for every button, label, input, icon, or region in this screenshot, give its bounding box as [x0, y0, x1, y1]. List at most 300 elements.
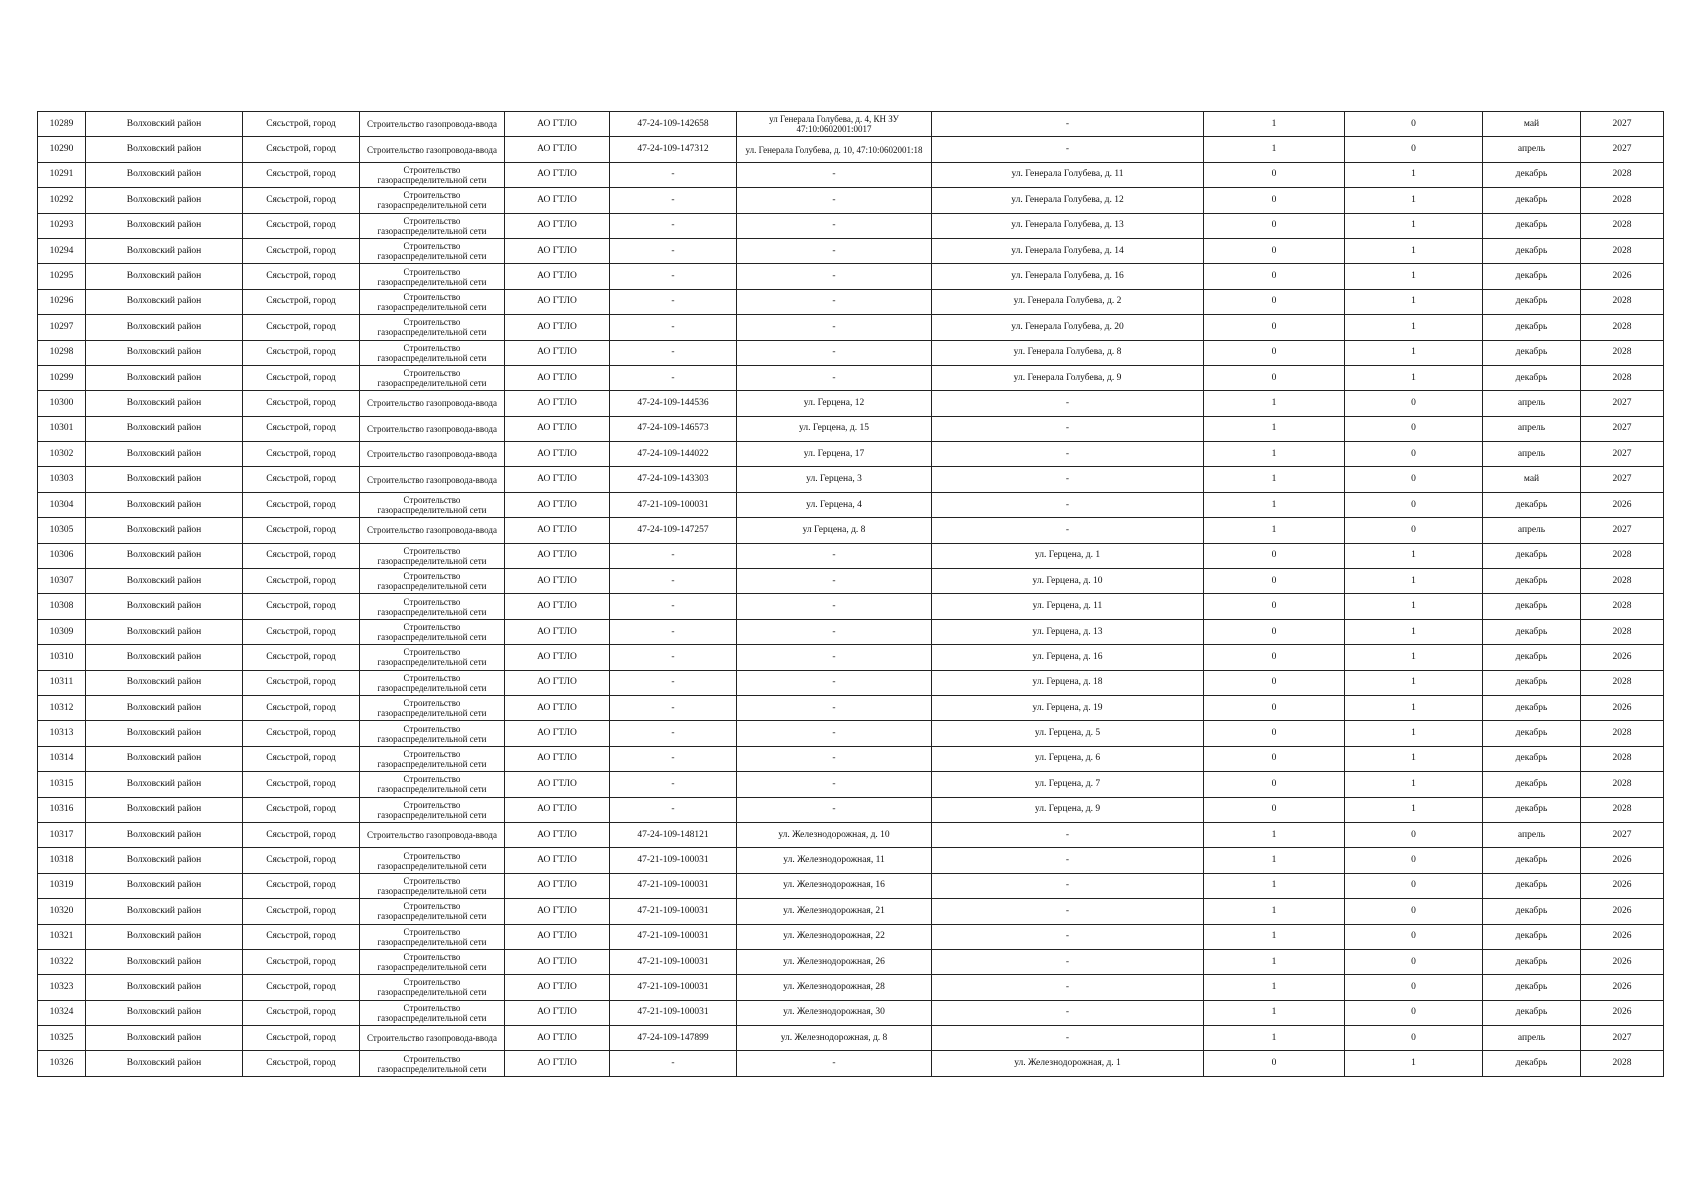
cell-row-number: 10304	[38, 492, 86, 517]
cell-row-number: 10314	[38, 746, 86, 771]
cell-district: Волховский район	[86, 1051, 243, 1076]
cell-month: декабрь	[1483, 797, 1581, 822]
cell-work-type: Строительство газораспределительной сети	[360, 594, 505, 619]
cell-year: 2028	[1581, 619, 1664, 644]
cell-year: 2026	[1581, 264, 1664, 289]
cell-organization: АО ГТЛО	[505, 416, 610, 441]
cell-network-address: -	[932, 416, 1204, 441]
cell-address: ул. Железнодорожная, 21	[737, 899, 932, 924]
cell-month: декабрь	[1483, 746, 1581, 771]
cell-year: 2027	[1581, 137, 1664, 162]
cell-month: май	[1483, 112, 1581, 137]
cell-settlement: Сясьстрой, город	[243, 492, 360, 517]
table-row	[38, 924, 1664, 949]
cell-row-number: 10296	[38, 289, 86, 314]
cell-network-address: ул. Железнодорожная, д. 1	[932, 1051, 1204, 1076]
cell-network-address: ул. Герцена, д. 11	[932, 594, 1204, 619]
cell-count-inputs: 1	[1204, 848, 1345, 873]
cell-network-address: ул. Генерала Голубева, д. 12	[932, 188, 1204, 213]
cell-work-type: Строительство газопровода-ввода	[360, 112, 505, 137]
cell-row-number: 10316	[38, 797, 86, 822]
cell-work-type: Строительство газораспределительной сети	[360, 746, 505, 771]
cell-month: май	[1483, 467, 1581, 492]
cell-count-inputs: 0	[1204, 797, 1345, 822]
cell-work-type: Строительство газопровода-ввода	[360, 467, 505, 492]
cell-organization: АО ГТЛО	[505, 1051, 610, 1076]
cell-district: Волховский район	[86, 518, 243, 543]
cell-network-address: ул. Генерала Голубева, д. 9	[932, 365, 1204, 390]
table-row	[38, 949, 1664, 974]
cell-network-address: -	[932, 467, 1204, 492]
cell-work-type: Строительство газопровода-ввода	[360, 1026, 505, 1051]
cell-row-number: 10325	[38, 1026, 86, 1051]
cell-district: Волховский район	[86, 365, 243, 390]
cell-month: декабрь	[1483, 543, 1581, 568]
cell-network-address: ул. Генерала Голубева, д. 16	[932, 264, 1204, 289]
cell-district: Волховский район	[86, 594, 243, 619]
cell-year: 2027	[1581, 442, 1664, 467]
table-row	[38, 289, 1664, 314]
cell-count-inputs: 1	[1204, 391, 1345, 416]
cell-settlement: Сясьстрой, город	[243, 899, 360, 924]
cell-month: апрель	[1483, 416, 1581, 441]
cell-cadastral-number: 47-21-109-100031	[610, 899, 737, 924]
cell-settlement: Сясьстрой, город	[243, 949, 360, 974]
cell-settlement: Сясьстрой, город	[243, 822, 360, 847]
cell-organization: АО ГТЛО	[505, 518, 610, 543]
table-row	[38, 162, 1664, 187]
cell-organization: АО ГТЛО	[505, 645, 610, 670]
cell-month: декабрь	[1483, 365, 1581, 390]
cell-network-address: -	[932, 492, 1204, 517]
cell-work-type: Строительство газораспределительной сети	[360, 569, 505, 594]
cell-row-number: 10291	[38, 162, 86, 187]
cell-work-type: Строительство газораспределительной сети	[360, 924, 505, 949]
cell-address: -	[737, 569, 932, 594]
cell-address: ул. Железнодорожная, 28	[737, 975, 932, 1000]
cell-network-address: -	[932, 391, 1204, 416]
cell-district: Волховский район	[86, 746, 243, 771]
cell-year: 2026	[1581, 975, 1664, 1000]
cell-work-type: Строительство газораспределительной сети	[360, 619, 505, 644]
cell-organization: АО ГТЛО	[505, 162, 610, 187]
cell-organization: АО ГТЛО	[505, 391, 610, 416]
cell-cadastral-number: 47-24-109-147257	[610, 518, 737, 543]
cell-count-networks: 0	[1345, 873, 1483, 898]
cell-row-number: 10294	[38, 238, 86, 263]
cell-settlement: Сясьстрой, город	[243, 569, 360, 594]
table-row	[38, 518, 1664, 543]
cell-month: декабрь	[1483, 1000, 1581, 1025]
cell-district: Волховский район	[86, 670, 243, 695]
table-row	[38, 746, 1664, 771]
cell-cadastral-number: 47-24-109-147899	[610, 1026, 737, 1051]
cell-settlement: Сясьстрой, город	[243, 848, 360, 873]
cell-row-number: 10301	[38, 416, 86, 441]
cell-work-type: Строительство газопровода-ввода	[360, 391, 505, 416]
cell-address: -	[737, 315, 932, 340]
cell-settlement: Сясьстрой, город	[243, 645, 360, 670]
cell-address: -	[737, 670, 932, 695]
cell-organization: АО ГТЛО	[505, 442, 610, 467]
cell-cadastral-number: -	[610, 797, 737, 822]
cell-address: -	[737, 594, 932, 619]
cell-count-networks: 1	[1345, 797, 1483, 822]
cell-district: Волховский район	[86, 391, 243, 416]
cell-address: ул. Герцена, 3	[737, 467, 932, 492]
cell-count-networks: 1	[1345, 188, 1483, 213]
cell-year: 2028	[1581, 772, 1664, 797]
cell-row-number: 10290	[38, 137, 86, 162]
cell-work-type: Строительство газораспределительной сети	[360, 899, 505, 924]
cell-settlement: Сясьстрой, город	[243, 467, 360, 492]
cell-district: Волховский район	[86, 695, 243, 720]
cell-organization: АО ГТЛО	[505, 848, 610, 873]
cell-row-number: 10318	[38, 848, 86, 873]
cell-district: Волховский район	[86, 492, 243, 517]
table-row	[38, 569, 1664, 594]
cell-address: -	[737, 365, 932, 390]
cell-settlement: Сясьстрой, город	[243, 543, 360, 568]
cell-district: Волховский район	[86, 1026, 243, 1051]
cell-row-number: 10320	[38, 899, 86, 924]
cell-organization: АО ГТЛО	[505, 467, 610, 492]
cell-count-networks: 0	[1345, 822, 1483, 847]
cell-cadastral-number: -	[610, 543, 737, 568]
cell-row-number: 10310	[38, 645, 86, 670]
cell-row-number: 10312	[38, 695, 86, 720]
cell-count-networks: 1	[1345, 340, 1483, 365]
cell-month: декабрь	[1483, 264, 1581, 289]
cell-organization: АО ГТЛО	[505, 340, 610, 365]
cell-network-address: ул. Герцена, д. 9	[932, 797, 1204, 822]
cell-network-address: ул. Генерала Голубева, д. 11	[932, 162, 1204, 187]
cell-month: апрель	[1483, 822, 1581, 847]
cell-row-number: 10311	[38, 670, 86, 695]
table-row	[38, 137, 1664, 162]
cell-network-address: -	[932, 822, 1204, 847]
cell-network-address: -	[932, 1000, 1204, 1025]
table-row	[38, 467, 1664, 492]
cell-cadastral-number: -	[610, 238, 737, 263]
cell-row-number: 10313	[38, 721, 86, 746]
cell-cadastral-number: -	[610, 619, 737, 644]
cell-district: Волховский район	[86, 188, 243, 213]
cell-year: 2028	[1581, 365, 1664, 390]
cell-month: декабрь	[1483, 772, 1581, 797]
cell-work-type: Строительство газораспределительной сети	[360, 695, 505, 720]
cell-count-networks: 1	[1345, 695, 1483, 720]
cell-month: апрель	[1483, 391, 1581, 416]
cell-network-address: ул. Генерала Голубева, д. 20	[932, 315, 1204, 340]
table-row	[38, 848, 1664, 873]
cell-month: декабрь	[1483, 848, 1581, 873]
table-row	[38, 670, 1664, 695]
cell-organization: АО ГТЛО	[505, 924, 610, 949]
cell-count-networks: 1	[1345, 619, 1483, 644]
cell-year: 2027	[1581, 112, 1664, 137]
cell-row-number: 10305	[38, 518, 86, 543]
cell-count-networks: 1	[1345, 594, 1483, 619]
cell-count-inputs: 1	[1204, 137, 1345, 162]
cell-month: декабрь	[1483, 873, 1581, 898]
cell-row-number: 10319	[38, 873, 86, 898]
cell-row-number: 10307	[38, 569, 86, 594]
cell-month: декабрь	[1483, 1051, 1581, 1076]
cell-network-address: ул. Генерала Голубева, д. 2	[932, 289, 1204, 314]
data-table	[37, 111, 1664, 1077]
cell-month: декабрь	[1483, 619, 1581, 644]
cell-count-inputs: 1	[1204, 949, 1345, 974]
cell-district: Волховский район	[86, 797, 243, 822]
cell-count-inputs: 1	[1204, 975, 1345, 1000]
cell-network-address: ул. Герцена, д. 6	[932, 746, 1204, 771]
cell-organization: АО ГТЛО	[505, 188, 610, 213]
cell-count-inputs: 1	[1204, 467, 1345, 492]
cell-address: ул. Железнодорожная, 26	[737, 949, 932, 974]
cell-cadastral-number: 47-21-109-100031	[610, 975, 737, 1000]
cell-address: ул. Железнодорожная, д. 8	[737, 1026, 932, 1051]
cell-work-type: Строительство газораспределительной сети	[360, 1000, 505, 1025]
cell-address: ул. Герцена, 4	[737, 492, 932, 517]
cell-month: декабрь	[1483, 695, 1581, 720]
cell-row-number: 10298	[38, 340, 86, 365]
cell-row-number: 10306	[38, 543, 86, 568]
cell-network-address: ул. Герцена, д. 13	[932, 619, 1204, 644]
cell-count-networks: 0	[1345, 112, 1483, 137]
cell-year: 2028	[1581, 569, 1664, 594]
cell-count-networks: 0	[1345, 137, 1483, 162]
cell-count-inputs: 0	[1204, 315, 1345, 340]
cell-work-type: Строительство газораспределительной сети	[360, 365, 505, 390]
cell-count-inputs: 0	[1204, 289, 1345, 314]
cell-count-networks: 1	[1345, 365, 1483, 390]
cell-settlement: Сясьстрой, город	[243, 924, 360, 949]
cell-network-address: ул. Герцена, д. 1	[932, 543, 1204, 568]
cell-cadastral-number: -	[610, 213, 737, 238]
cell-network-address: ул. Генерала Голубева, д. 8	[932, 340, 1204, 365]
cell-district: Волховский район	[86, 543, 243, 568]
cell-month: декабрь	[1483, 949, 1581, 974]
cell-organization: АО ГТЛО	[505, 746, 610, 771]
cell-count-networks: 1	[1345, 315, 1483, 340]
table-row	[38, 899, 1664, 924]
table-row	[38, 721, 1664, 746]
cell-year: 2027	[1581, 822, 1664, 847]
cell-month: декабрь	[1483, 569, 1581, 594]
cell-row-number: 10295	[38, 264, 86, 289]
cell-address: -	[737, 340, 932, 365]
cell-district: Волховский район	[86, 569, 243, 594]
cell-work-type: Строительство газораспределительной сети	[360, 645, 505, 670]
cell-cadastral-number: 47-24-109-143303	[610, 467, 737, 492]
cell-count-networks: 1	[1345, 1051, 1483, 1076]
cell-cadastral-number: -	[610, 1051, 737, 1076]
cell-count-inputs: 0	[1204, 365, 1345, 390]
table-row	[38, 416, 1664, 441]
cell-settlement: Сясьстрой, город	[243, 873, 360, 898]
cell-work-type: Строительство газопровода-ввода	[360, 137, 505, 162]
cell-network-address: -	[932, 924, 1204, 949]
cell-settlement: Сясьстрой, город	[243, 137, 360, 162]
cell-count-networks: 1	[1345, 569, 1483, 594]
cell-month: декабрь	[1483, 924, 1581, 949]
table-body	[38, 112, 1664, 1077]
cell-network-address: -	[932, 949, 1204, 974]
cell-count-inputs: 1	[1204, 518, 1345, 543]
cell-network-address: -	[932, 112, 1204, 137]
table-row	[38, 645, 1664, 670]
cell-settlement: Сясьстрой, город	[243, 213, 360, 238]
cell-year: 2026	[1581, 645, 1664, 670]
cell-count-inputs: 1	[1204, 1000, 1345, 1025]
cell-year: 2027	[1581, 518, 1664, 543]
cell-district: Волховский район	[86, 238, 243, 263]
cell-address: -	[737, 797, 932, 822]
cell-network-address: ул. Герцена, д. 18	[932, 670, 1204, 695]
cell-cadastral-number: -	[610, 188, 737, 213]
cell-count-networks: 1	[1345, 289, 1483, 314]
cell-district: Волховский район	[86, 873, 243, 898]
cell-count-inputs: 1	[1204, 1026, 1345, 1051]
cell-work-type: Строительство газопровода-ввода	[360, 518, 505, 543]
table-row	[38, 543, 1664, 568]
cell-settlement: Сясьстрой, город	[243, 112, 360, 137]
cell-address: ул. Генерала Голубева, д. 10, 47:10:0602001:18	[737, 137, 932, 162]
cell-network-address: ул. Герцена, д. 5	[932, 721, 1204, 746]
cell-network-address: ул. Генерала Голубева, д. 13	[932, 213, 1204, 238]
cell-work-type: Строительство газораспределительной сети	[360, 721, 505, 746]
cell-address: -	[737, 1051, 932, 1076]
cell-count-networks: 0	[1345, 442, 1483, 467]
cell-district: Волховский район	[86, 899, 243, 924]
table-row	[38, 112, 1664, 137]
cell-count-inputs: 0	[1204, 1051, 1345, 1076]
cell-count-networks: 1	[1345, 645, 1483, 670]
cell-work-type: Строительство газораспределительной сети	[360, 162, 505, 187]
cell-count-networks: 0	[1345, 848, 1483, 873]
cell-count-inputs: 0	[1204, 695, 1345, 720]
cell-count-inputs: 0	[1204, 238, 1345, 263]
cell-cadastral-number: -	[610, 315, 737, 340]
cell-year: 2026	[1581, 949, 1664, 974]
cell-work-type: Строительство газораспределительной сети	[360, 340, 505, 365]
cell-settlement: Сясьстрой, город	[243, 188, 360, 213]
cell-count-networks: 0	[1345, 975, 1483, 1000]
cell-year: 2028	[1581, 340, 1664, 365]
cell-count-networks: 0	[1345, 949, 1483, 974]
cell-cadastral-number: -	[610, 340, 737, 365]
cell-settlement: Сясьстрой, город	[243, 162, 360, 187]
cell-month: декабрь	[1483, 721, 1581, 746]
cell-district: Волховский район	[86, 416, 243, 441]
cell-year: 2026	[1581, 848, 1664, 873]
cell-settlement: Сясьстрой, город	[243, 746, 360, 771]
cell-row-number: 10292	[38, 188, 86, 213]
table-row	[38, 772, 1664, 797]
table-row	[38, 188, 1664, 213]
cell-address: -	[737, 619, 932, 644]
cell-organization: АО ГТЛО	[505, 822, 610, 847]
cell-address: ул. Железнодорожная, 11	[737, 848, 932, 873]
cell-work-type: Строительство газораспределительной сети	[360, 975, 505, 1000]
cell-cadastral-number: -	[610, 695, 737, 720]
cell-district: Волховский район	[86, 975, 243, 1000]
cell-work-type: Строительство газораспределительной сети	[360, 772, 505, 797]
cell-row-number: 10289	[38, 112, 86, 137]
cell-district: Волховский район	[86, 137, 243, 162]
cell-settlement: Сясьстрой, город	[243, 721, 360, 746]
cell-work-type: Строительство газораспределительной сети	[360, 492, 505, 517]
cell-network-address: ул. Герцена, д. 10	[932, 569, 1204, 594]
cell-work-type: Строительство газораспределительной сети	[360, 670, 505, 695]
cell-count-inputs: 0	[1204, 340, 1345, 365]
cell-network-address: -	[932, 848, 1204, 873]
cell-row-number: 10299	[38, 365, 86, 390]
cell-network-address: -	[932, 1026, 1204, 1051]
cell-address: ул Герцена, д. 8	[737, 518, 932, 543]
cell-count-networks: 1	[1345, 264, 1483, 289]
cell-year: 2028	[1581, 746, 1664, 771]
cell-month: декабрь	[1483, 315, 1581, 340]
cell-organization: АО ГТЛО	[505, 264, 610, 289]
cell-district: Волховский район	[86, 112, 243, 137]
cell-district: Волховский район	[86, 645, 243, 670]
cell-settlement: Сясьстрой, город	[243, 975, 360, 1000]
cell-settlement: Сясьстрой, город	[243, 518, 360, 543]
cell-count-inputs: 1	[1204, 822, 1345, 847]
table-row	[38, 695, 1664, 720]
cell-district: Волховский район	[86, 467, 243, 492]
cell-count-inputs: 0	[1204, 619, 1345, 644]
cell-count-inputs: 0	[1204, 645, 1345, 670]
cell-month: апрель	[1483, 1026, 1581, 1051]
cell-count-networks: 0	[1345, 1026, 1483, 1051]
cell-row-number: 10326	[38, 1051, 86, 1076]
cell-month: декабрь	[1483, 238, 1581, 263]
cell-month: декабрь	[1483, 899, 1581, 924]
table-row	[38, 442, 1664, 467]
cell-district: Волховский район	[86, 721, 243, 746]
cell-work-type: Строительство газопровода-ввода	[360, 416, 505, 441]
cell-organization: АО ГТЛО	[505, 619, 610, 644]
cell-address: ул. Герцена, 17	[737, 442, 932, 467]
cell-address: ул. Железнодорожная, 16	[737, 873, 932, 898]
cell-address: -	[737, 162, 932, 187]
cell-settlement: Сясьстрой, город	[243, 594, 360, 619]
cell-network-address: ул. Герцена, д. 16	[932, 645, 1204, 670]
cell-address: -	[737, 289, 932, 314]
cell-row-number: 10303	[38, 467, 86, 492]
cell-count-inputs: 1	[1204, 873, 1345, 898]
cell-settlement: Сясьстрой, город	[243, 1000, 360, 1025]
cell-cadastral-number: -	[610, 264, 737, 289]
cell-year: 2028	[1581, 594, 1664, 619]
table-row	[38, 1026, 1664, 1051]
cell-row-number: 10324	[38, 1000, 86, 1025]
cell-work-type: Строительство газораспределительной сети	[360, 873, 505, 898]
cell-district: Волховский район	[86, 1000, 243, 1025]
cell-work-type: Строительство газораспределительной сети	[360, 848, 505, 873]
cell-settlement: Сясьстрой, город	[243, 238, 360, 263]
cell-address: ул. Герцена, 12	[737, 391, 932, 416]
cell-network-address: -	[932, 442, 1204, 467]
cell-settlement: Сясьстрой, город	[243, 1051, 360, 1076]
cell-month: декабрь	[1483, 289, 1581, 314]
cell-district: Волховский район	[86, 289, 243, 314]
cell-year: 2026	[1581, 695, 1664, 720]
cell-row-number: 10297	[38, 315, 86, 340]
